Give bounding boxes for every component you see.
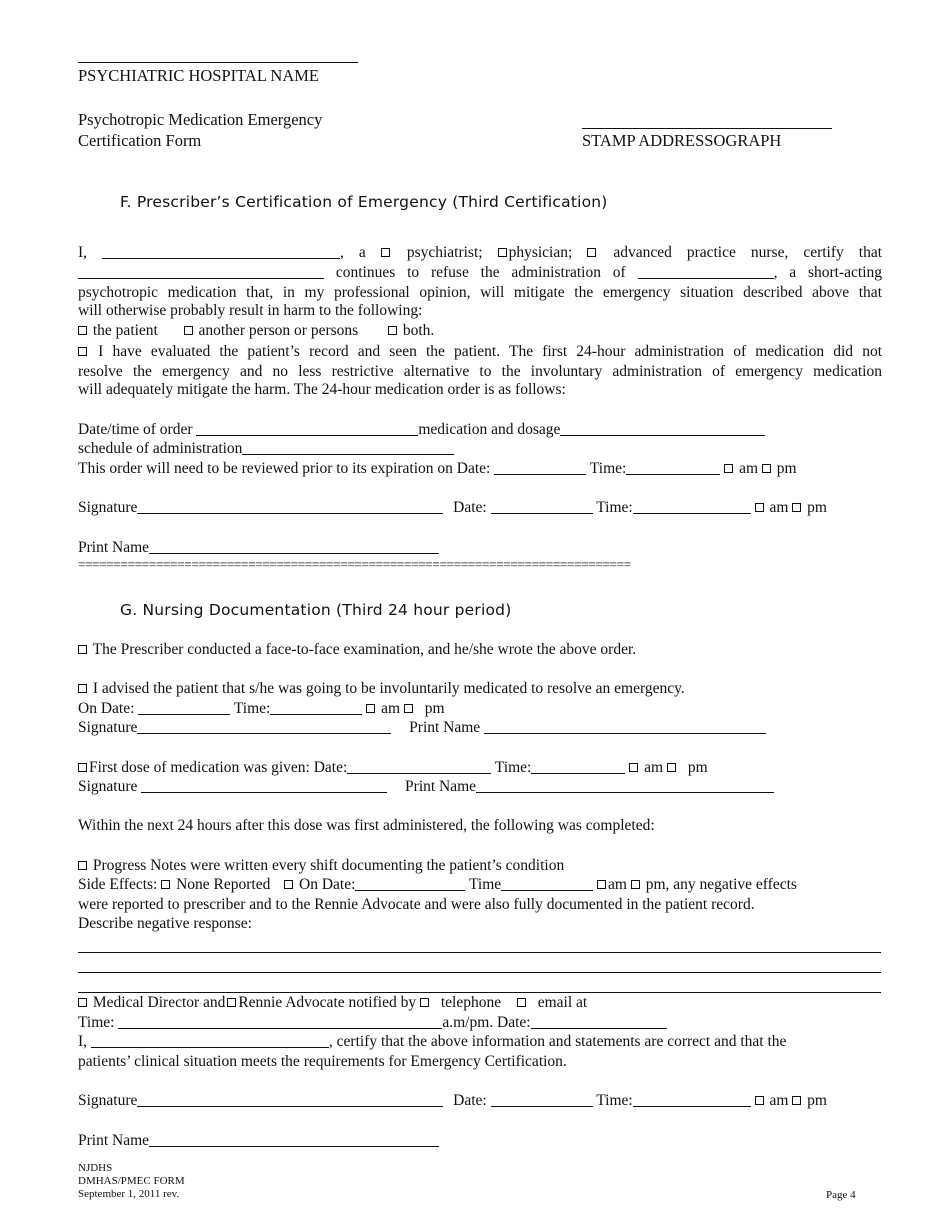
certify-name-field[interactable] [91, 1034, 329, 1048]
physician-checkbox[interactable] [498, 248, 507, 257]
describe-field-2[interactable] [78, 972, 881, 973]
harm-options [78, 322, 434, 340]
first-dose-signature-line [78, 778, 774, 796]
advised-line [78, 680, 685, 698]
first-dose-signature-label: Signature [78, 778, 138, 795]
f-line-4: will otherwise probably result in harm to the following: [78, 302, 423, 319]
g-signature-field[interactable] [137, 1093, 443, 1107]
reported-line: were reported to prescriber and to the Rennie Advocate and were also fully documented in the patient record. [78, 896, 755, 913]
g-date-field[interactable] [491, 1093, 593, 1107]
certify-text: , certify that the above information and statements are correct and that the [328, 1033, 787, 1050]
schedule-field[interactable] [242, 441, 454, 455]
physician-label: physician; [508, 244, 573, 261]
g-print-name-line [78, 1132, 439, 1150]
notified-time-line [78, 1014, 667, 1032]
footer-revision: September 1, 2011 rev. [78, 1188, 180, 1200]
medical-director-label: Medical Director and [92, 994, 226, 1011]
stamp-addressograph: STAMP ADDRESSOGRAPH [582, 131, 782, 150]
stamp-line [582, 128, 832, 129]
first-dose-signature-field[interactable] [141, 779, 387, 793]
se-on-date-label: On Date: [299, 876, 356, 893]
evaluated-text-1: I have evaluated the patient’s record and seen the patient. The first 24-hour administration of medication did not [98, 343, 882, 360]
patient-name-field[interactable] [78, 265, 324, 279]
first-dose-am-label: am [644, 759, 664, 776]
f-a-label: , a [340, 244, 366, 261]
patient-label: the patient [92, 322, 158, 339]
within-24-hours: Within the next 24 hours after this dose was first administered, the following was completed: [78, 817, 655, 834]
first-dose-checkbox[interactable] [78, 763, 87, 772]
form-title-line-2: Certification Form [78, 131, 202, 150]
review-am-label: am [739, 460, 759, 477]
se-date-field[interactable] [355, 877, 465, 891]
section-f-heading: F. Prescriber’s Certification of Emergency (Third Certification) [120, 193, 608, 211]
first-dose-time-field[interactable] [531, 760, 625, 774]
schedule-line [78, 440, 454, 458]
f-line-2 [78, 263, 882, 283]
psychiatrist-checkbox[interactable] [381, 248, 390, 257]
advised-am-label: am [381, 700, 401, 717]
advised-checkbox[interactable] [78, 684, 87, 693]
prescriber-name-field[interactable] [102, 245, 340, 259]
progress-notes-checkbox[interactable] [78, 861, 87, 870]
evaluated-checkbox[interactable] [78, 347, 87, 356]
notified-time-label: Time: [78, 1014, 115, 1031]
rennie-checkbox[interactable] [227, 998, 236, 1007]
notified-date-field[interactable] [531, 1015, 667, 1029]
order-line [78, 421, 765, 439]
se-am-checkbox[interactable] [597, 880, 606, 889]
f-signature-field[interactable] [137, 500, 443, 514]
evaluated-line-3: will adequately mitigate the harm. The 24-hour medication order is as follows: [78, 381, 566, 398]
both-checkbox[interactable] [388, 326, 397, 335]
review-pm-label: pm [776, 460, 797, 477]
se-am-label: am [608, 876, 627, 893]
g-pm-checkbox[interactable] [792, 1096, 801, 1105]
review-label: This order will need to be reviewed prior to its expiration on Date: [78, 460, 491, 477]
date-time-order-field[interactable] [196, 422, 418, 436]
f-date-label: Date: [453, 499, 487, 516]
f-line-3: psychotropic medication that, in my professional opinion, will mitigate the emergency situation described above that [78, 284, 882, 301]
f-pm-checkbox[interactable] [792, 503, 801, 512]
g-time-field[interactable] [633, 1093, 751, 1107]
certify-line-2: patients’ clinical situation meets the requirements for Emergency Certification. [78, 1053, 567, 1070]
g-date-label: Date: [453, 1092, 487, 1109]
se-time-label: Time [469, 876, 502, 893]
section-separator: ============================================================================== [78, 557, 631, 572]
med-dosage-field[interactable] [560, 422, 765, 436]
review-line [78, 460, 797, 478]
advised-signature-label: Signature [78, 719, 138, 736]
prescriber-exam-label: The Prescriber conducted a face-to-face examination, and he/she wrote the above order. [92, 641, 637, 658]
describe-label: Describe negative response: [78, 915, 252, 932]
advised-signature-line [78, 719, 766, 737]
medical-director-checkbox[interactable] [78, 998, 87, 1007]
advised-time-label: Time: [233, 700, 271, 717]
notified-line [78, 994, 587, 1012]
rennie-label: Rennie Advocate notified by [238, 994, 417, 1011]
g-signature-line [78, 1092, 827, 1110]
f-am-label: am [769, 499, 789, 516]
advised-time-field[interactable] [270, 701, 362, 715]
se-time-field[interactable] [501, 877, 593, 891]
review-am-checkbox[interactable] [724, 464, 733, 473]
advised-pm-label: pm [424, 700, 445, 717]
g-am-checkbox[interactable] [755, 1096, 764, 1105]
email-checkbox[interactable] [517, 998, 526, 1007]
advised-date-field[interactable] [138, 701, 230, 715]
apn-label: advanced practice nurse, certify that [613, 244, 883, 261]
form-title-line-1: Psychotropic Medication Emergency [78, 110, 323, 129]
review-time-label: Time: [589, 460, 627, 477]
prescriber-exam-checkbox[interactable] [78, 645, 87, 654]
patient-checkbox[interactable] [78, 326, 87, 335]
side-effects-line [78, 876, 797, 894]
f-am-checkbox[interactable] [755, 503, 764, 512]
both-label: both. [402, 322, 435, 339]
first-dose-print-name-label: Print Name [405, 778, 477, 795]
f-i-label: I, [78, 244, 88, 261]
advised-print-name-field[interactable] [484, 720, 766, 734]
se-pm-label: pm, any negative effects [645, 876, 797, 893]
f-print-name-label: Print Name [78, 539, 150, 556]
advised-pm-checkbox[interactable] [404, 704, 413, 713]
f-date-field[interactable] [491, 500, 593, 514]
first-dose-time-label: Time: [494, 759, 532, 776]
psychiatrist-label: psychiatrist; [406, 244, 483, 261]
first-dose-line [78, 759, 708, 777]
footer-agency: NJDHS [78, 1162, 113, 1174]
hospital-name: PSYCHIATRIC HOSPITAL NAME [78, 66, 320, 85]
first-dose-am-checkbox[interactable] [629, 763, 638, 772]
page-number: Page 4 [826, 1189, 856, 1201]
g-am-label: am [769, 1092, 789, 1109]
f-time-field[interactable] [633, 500, 751, 514]
certify-i-label: I, [78, 1033, 88, 1050]
first-dose-print-name-field[interactable] [476, 779, 774, 793]
progress-notes-label: Progress Notes were written every shift documenting the patient’s condition [92, 857, 565, 874]
telephone-checkbox[interactable] [420, 998, 429, 1007]
med-dosage-label: medication and dosage [418, 421, 561, 438]
f-signature-label: Signature [78, 499, 138, 516]
telephone-label: telephone [440, 994, 502, 1011]
f-print-name-field[interactable] [149, 540, 439, 554]
advised-label: I advised the patient that s/he was going to be involuntarily medicated to resolve an emergency. [92, 680, 685, 697]
f-signature-line [78, 499, 827, 517]
g-print-name-label: Print Name [78, 1132, 150, 1149]
first-dose-date-field[interactable] [347, 760, 491, 774]
footer-form-id: DMHAS/PMEC FORM [78, 1175, 185, 1187]
advised-signature-field[interactable] [137, 720, 391, 734]
advised-print-name-label: Print Name [409, 719, 481, 736]
footer-block [78, 1162, 185, 1201]
schedule-label: schedule of administration [78, 440, 243, 457]
other-person-checkbox[interactable] [184, 326, 193, 335]
date-time-order-label: Date/time of order [78, 421, 193, 438]
certify-line [78, 1033, 786, 1051]
describe-field-3[interactable] [78, 992, 881, 993]
advised-date-label: On Date: [78, 700, 135, 717]
f-pm-label: pm [807, 499, 827, 516]
evaluated-line-2: resolve the emergency and no less restrictive alternative to the involuntary administration of emergency medication [78, 363, 882, 380]
f-print-name-line [78, 539, 439, 557]
continues-label: continues to refuse the administration of [335, 264, 626, 281]
none-reported-label: None Reported [176, 876, 271, 893]
describe-field-1[interactable] [78, 952, 881, 953]
short-acting-label: , a short-acting [773, 264, 883, 281]
prescriber-exam-line [78, 641, 636, 659]
side-effects-label: Side Effects: [78, 876, 158, 893]
advised-date-line [78, 700, 445, 718]
notified-date-label: a.m/pm. Date: [442, 1014, 531, 1031]
review-pm-checkbox[interactable] [762, 464, 771, 473]
other-person-label: another person or persons [198, 322, 359, 339]
g-print-name-field[interactable] [149, 1133, 439, 1147]
review-date-field[interactable] [494, 461, 586, 475]
medication-field[interactable] [638, 265, 774, 279]
email-label: email at [537, 994, 588, 1011]
evaluated-line-1 [78, 342, 882, 362]
advised-am-checkbox[interactable] [366, 704, 375, 713]
hospital-name-line [78, 62, 358, 63]
review-time-field[interactable] [626, 461, 720, 475]
g-time-label: Time: [596, 1092, 633, 1109]
se-pm-checkbox[interactable] [631, 880, 640, 889]
se-on-date-checkbox[interactable] [284, 880, 293, 889]
first-dose-pm-label: pm [687, 759, 708, 776]
progress-notes-line [78, 857, 564, 875]
g-signature-label: Signature [78, 1092, 138, 1109]
f-time-label: Time: [596, 499, 633, 516]
section-g-heading: G. Nursing Documentation (Third 24 hour period) [120, 601, 512, 619]
apn-checkbox[interactable] [587, 248, 596, 257]
f-line-1 [78, 243, 882, 263]
notified-time-field[interactable] [118, 1015, 442, 1029]
first-dose-pm-checkbox[interactable] [667, 763, 676, 772]
none-reported-checkbox[interactable] [161, 880, 170, 889]
first-dose-label: First dose of medication was given: Date: [89, 759, 348, 776]
g-pm-label: pm [807, 1092, 827, 1109]
